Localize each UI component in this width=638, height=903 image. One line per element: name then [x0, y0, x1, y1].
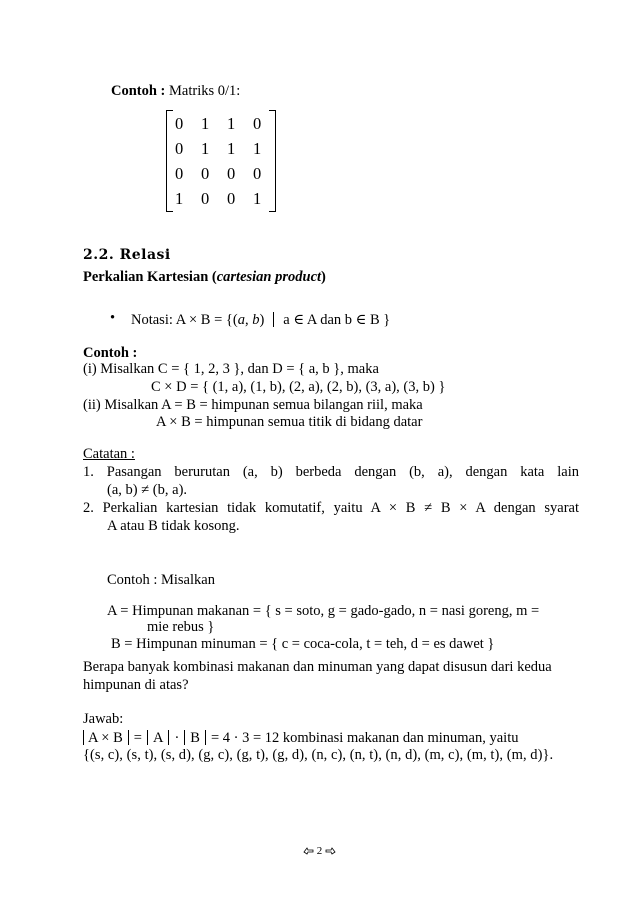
example2-ii-line1: (ii) Misalkan A = B = himpunan semua bilangan riil, maka: [83, 397, 423, 413]
example2-i-line1: (i) Misalkan C = { 1, 2, 3 }, dan D = { a, b }, maka: [83, 361, 379, 377]
matrix-cell: 1: [253, 189, 262, 208]
notation-comma: ,: [244, 312, 253, 328]
pointing-hand-icon: [322, 845, 336, 857]
notes-title: Catatan :: [83, 446, 135, 462]
subsection-title: [83, 270, 326, 285]
example3-label: Contoh : Misalkan: [107, 572, 215, 588]
notation-bullet: •: [110, 310, 116, 326]
answer-eq: =: [133, 730, 142, 746]
example-matrix-line: [111, 84, 240, 99]
example3-a-line2: mie rebus }: [147, 619, 215, 635]
matrix-cell: 0: [175, 164, 184, 183]
answer-axb: A × B: [88, 730, 123, 746]
page-number: 2: [316, 845, 323, 857]
matrix-cell: 1: [227, 139, 236, 158]
matrix-cell: 1: [253, 139, 262, 158]
notation-bar: [273, 312, 274, 327]
notation-right: ): [259, 312, 265, 328]
matrix-cell: 1: [175, 189, 184, 208]
matrix-cell: 0: [253, 114, 262, 133]
answer-b: B: [190, 730, 200, 746]
question-line1: Berapa banyak kombinasi makanan dan minuman yang dapat disusun dari kedua: [83, 659, 552, 675]
subsection-prefix: Perkalian Kartesian (: [83, 269, 217, 285]
answer-pairs: {(s, c), (s, t), (s, d), (g, c), (g, t), (g, d), (n, c), (n, t), (n, d), (m, c), (m, t), (m, d)}.: [83, 747, 554, 763]
subsection-italic: cartesian product: [216, 269, 322, 285]
pointing-hand-icon: [303, 845, 317, 857]
page-footer: [303, 846, 336, 857]
notation-a: a: [237, 312, 245, 328]
abs-bar: [168, 730, 169, 745]
example-text: Matriks 0/1:: [165, 83, 241, 99]
matrix-right-bracket: [269, 110, 276, 212]
section-heading: 2.2. Relasi: [83, 247, 171, 263]
matrix-cell: 0: [175, 114, 184, 133]
notation-b: b: [252, 312, 260, 328]
binary-matrix: [166, 110, 276, 212]
example2-label: Contoh :: [83, 345, 138, 361]
matrix-cell: 0: [227, 164, 236, 183]
matrix-cell: 1: [201, 139, 210, 158]
notation-left: Notasi: A × B = {(: [131, 312, 238, 328]
abs-bar: [184, 730, 185, 745]
matrix-cell: 1: [227, 114, 236, 133]
note2-line2: A atau B tidak kosong.: [107, 518, 240, 534]
answer-label: Jawab:: [83, 711, 124, 727]
matrix-cell: 1: [201, 114, 210, 133]
matrix-left-bracket: [166, 110, 173, 212]
answer-dot: ·: [174, 730, 180, 746]
example3-a-line1: A = Himpunan makanan = { s = soto, g = gado-gado, n = nasi goreng, m =: [107, 603, 540, 619]
abs-bar: [205, 730, 206, 745]
example2-ii-line2: A × B = himpunan semua titik di bidang datar: [156, 414, 423, 430]
question-line2: himpunan di atas?: [83, 677, 189, 693]
note1-line1: 1. Pasangan berurutan (a, b) berbeda dengan (b, a), dengan kata lain: [83, 464, 579, 480]
matrix-cell: 0: [201, 164, 210, 183]
matrix-cell: 0: [227, 189, 236, 208]
notation-line: [131, 312, 390, 328]
answer-rest: = 4 · 3 = 12 kombinasi makanan dan minuman, yaitu: [210, 730, 519, 746]
example-label: Contoh :: [111, 83, 166, 99]
abs-bar: [128, 730, 129, 745]
abs-bar: [147, 730, 148, 745]
abs-bar: [83, 730, 84, 745]
matrix-cell: 0: [253, 164, 262, 183]
matrix-cell: 0: [175, 139, 184, 158]
answer-a: A: [152, 730, 164, 746]
notation-condition: a ∈ A dan b ∈ B }: [283, 312, 391, 328]
subsection-suffix: ): [321, 269, 326, 285]
example2-i-line2: C × D = { (1, a), (1, b), (2, a), (2, b), (3, a), (3, b) }: [151, 379, 446, 395]
example3-b-line: B = Himpunan minuman = { c = coca-cola, t = teh, d = es dawet }: [111, 636, 495, 652]
note1-line2: (a, b) ≠ (b, a).: [107, 482, 188, 498]
matrix-cell: 0: [201, 189, 210, 208]
note2-line1: 2. Perkalian kartesian tidak komutatif, yaitu A × B ≠ B × A dengan syarat: [83, 500, 579, 516]
answer-formula: [83, 730, 518, 746]
